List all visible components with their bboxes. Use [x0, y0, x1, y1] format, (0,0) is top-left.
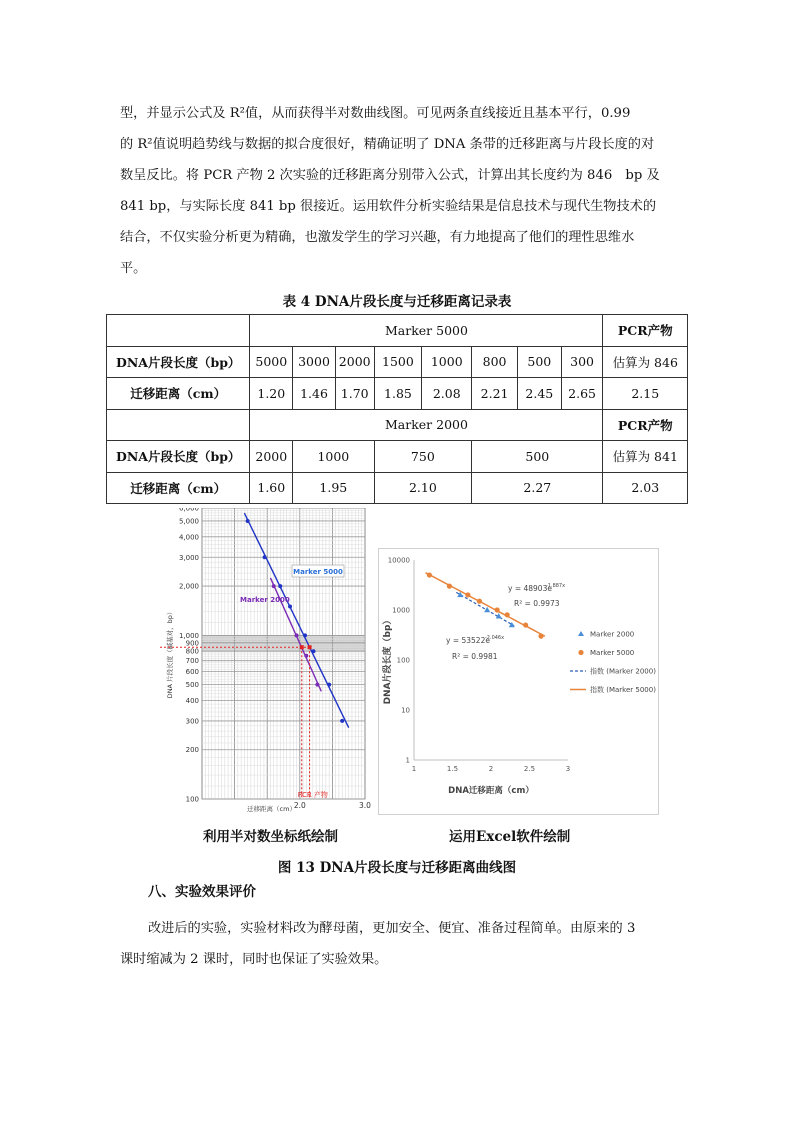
record-table [106, 314, 688, 504]
intro-paragraph [120, 98, 676, 284]
marker2000-label: Marker 2000 [240, 596, 290, 604]
marker5000-point [311, 649, 315, 653]
table-cell: 1.95 [293, 472, 374, 504]
intro-line-2: 的 R²值说明趋势线与数据的拟合度很好，精确证明了 DNA 条带的迁移距离与片段长度的对 [120, 137, 655, 152]
table-cell: 500 [472, 441, 603, 473]
legend-circle-icon [578, 650, 583, 655]
table-cell-empty [107, 409, 250, 441]
y-tick-label: 3,000 [178, 553, 199, 562]
marker5000-point [278, 584, 282, 588]
table-cell: 1000 [293, 441, 374, 473]
table-row [107, 315, 688, 347]
marker2000-header: Marker 2000 [250, 409, 603, 441]
table-cell: 2000 [335, 346, 374, 378]
marker5000-point [263, 555, 267, 559]
equation-marker5000: y = 48903e [508, 584, 552, 593]
x-axis-label: DNA迁移距离（cm） [448, 786, 534, 796]
table-caption: 表 4 DNA片段长度与迁移距离记录表 [282, 294, 512, 310]
y-tick-label: 600 [185, 668, 199, 677]
y-tick-label: 5,000 [178, 517, 199, 526]
table-cell: 800 [472, 346, 518, 378]
legend-entry: Marker 5000 [590, 649, 635, 657]
table-cell: 2000 [250, 441, 293, 473]
equation-marker2000-exponent: -2.046x [485, 635, 505, 641]
eval-paragraph [120, 913, 676, 975]
table-cell: 估算为 841 [603, 441, 688, 473]
table-cell: 2.08 [422, 378, 472, 410]
marker5000-point [288, 605, 292, 609]
y-tick-label: 1,000 [178, 631, 199, 640]
intro-line-5: 结合，不仅实验分析更为精确，也激发学生的学习兴趣，有力地提高了他们的理性思维水 [120, 230, 635, 245]
y-tick-label: 800 [185, 647, 199, 656]
x-axis-label: 迁移距离（cm） [247, 805, 296, 813]
table-cell: 1.85 [374, 378, 422, 410]
marker2000-point [315, 683, 319, 687]
excel-chart [378, 548, 659, 815]
y-axis-label: DNA片段长度（bp） [383, 615, 393, 705]
x-tick-label: 2.5 [523, 765, 536, 773]
intro-line-4: 841 bp，与实际长度 841 bp 很接近。运用软件分析实验结果是信息技术与现代生物技术的 [120, 199, 657, 214]
marker5000-point [246, 519, 250, 523]
table-row [107, 472, 688, 504]
table-row [107, 441, 688, 473]
x-tick-label: 3.0 [359, 801, 371, 810]
marker5000-point [447, 584, 452, 589]
y-tick-label: 300 [185, 717, 199, 726]
pcr-label: PCR 产物 [297, 791, 328, 799]
x-tick-label: 2 [488, 765, 494, 773]
row-distance-label: 迁移距离（cm） [107, 472, 250, 504]
table-cell: 3000 [293, 346, 336, 378]
x-tick-label: 1.5 [446, 765, 459, 773]
semilog-chart-svg [160, 508, 380, 813]
y-tick-label: 200 [185, 746, 199, 755]
table-cell: 1.46 [293, 378, 336, 410]
marker2000-point [272, 584, 276, 588]
table-cell: 2.45 [517, 378, 561, 410]
y-tick-label: 500 [185, 681, 199, 690]
x-tick-label: 3 [565, 765, 571, 773]
table-row [107, 409, 688, 441]
section-heading: 八、实验效果评价 [148, 884, 256, 900]
row-length-label: DNA片段长度（bp） [107, 346, 250, 378]
y-tick-label: 100 [185, 795, 199, 804]
eval-line-1: 改进后的实验，实验材料改为酵母菌，更加安全、便宜、准备过程简单。由原来的 3 [148, 921, 636, 936]
r2-marker5000: R² = 0.9973 [514, 599, 560, 608]
table-cell: 2.65 [561, 378, 603, 410]
marker5000-point [538, 634, 543, 639]
marker5000-point [303, 633, 307, 637]
row-length-label: DNA片段长度（bp） [107, 441, 250, 473]
legend-entry: 指数 (Marker 2000) [590, 667, 656, 676]
table-row [107, 378, 688, 410]
table-row [107, 346, 688, 378]
figure-caption: 图 13 DNA片段长度与迁移距离曲线图 [277, 860, 517, 876]
row-distance-label: 迁移距离（cm） [107, 378, 250, 410]
marker5000-point [327, 683, 331, 687]
sub-caption-right: 运用Excel软件绘制 [449, 829, 571, 845]
r2-marker2000: R² = 0.9981 [452, 652, 498, 661]
table-cell: 300 [561, 346, 603, 378]
table-cell: 1.70 [335, 378, 374, 410]
table-cell: 750 [374, 441, 472, 473]
table-cell: 2.10 [374, 472, 472, 504]
x-tick-label: 2.0 [293, 801, 306, 810]
marker5000-point [505, 612, 510, 617]
y-tick-label: 10 [401, 706, 410, 715]
y-tick-label: 1 [405, 756, 410, 765]
table-cell: 2.15 [603, 378, 688, 410]
legend-entry: Marker 2000 [590, 630, 635, 639]
equation-marker2000: y = 53522e [446, 636, 490, 645]
y-tick-label: 10000 [387, 556, 410, 565]
table-cell: 1500 [374, 346, 422, 378]
table-cell: 1.60 [250, 472, 293, 504]
table-cell: 2.03 [603, 472, 688, 504]
pcr-header-1: PCR产物 [603, 315, 688, 347]
marker5000-label: Marker 5000 [293, 568, 343, 576]
y-tick-label: 4,000 [178, 533, 199, 542]
y-tick-label: 400 [185, 696, 199, 705]
marker5000-point [427, 572, 432, 577]
intro-line-3: 数呈反比。将 PCR 产物 2 次实验的迁移距离分别带入公式，计算出其长度约为 846 bp 及 [120, 168, 660, 183]
y-axis-label: DNA 片段长度（碱基对，bp） [166, 608, 174, 699]
y-tick-label: 6,000 [178, 508, 199, 513]
table-cell: 1000 [422, 346, 472, 378]
marker2000-point [304, 654, 308, 658]
x-tick-label: 1 [411, 765, 417, 773]
y-tick-label: 700 [185, 657, 199, 666]
table-cell: 5000 [250, 346, 293, 378]
pcr-header-2: PCR产物 [603, 409, 688, 441]
y-tick-label: 900 [185, 639, 199, 648]
table-cell: 1.20 [250, 378, 293, 410]
marker5000-point [523, 622, 528, 627]
y-tick-label: 2,000 [178, 582, 199, 591]
table-cell: 估算为 846 [603, 346, 688, 378]
marker5000-point [495, 607, 500, 612]
table-cell-empty [107, 315, 250, 347]
intro-line-6: 平。 [120, 261, 147, 276]
intro-line-1: 型，并显示公式及 R²值，从而获得半对数曲线图。可见两条直线接近且基本平行，0.99 [120, 106, 631, 121]
sub-caption-left: 利用半对数坐标纸绘制 [203, 829, 338, 845]
table-cell: 2.27 [472, 472, 603, 504]
table-cell: 2.21 [472, 378, 518, 410]
y-tick-label: 1000 [392, 606, 410, 615]
excel-chart-svg [378, 548, 659, 815]
equation-marker5000-exponent: -1.887x [546, 583, 566, 589]
marker5000-header: Marker 5000 [250, 315, 603, 347]
table-cell: 500 [517, 346, 561, 378]
legend-entry: 指数 (Marker 5000) [590, 686, 656, 694]
y-tick-label: 100 [396, 656, 410, 665]
marker2000-point [295, 633, 299, 637]
eval-line-2: 课时缩减为 2 课时，同时也保证了实验效果。 [120, 952, 388, 967]
marker5000-point [465, 592, 470, 597]
marker5000-point [340, 719, 344, 723]
marker5000-point [477, 599, 482, 604]
semilog-chart [160, 508, 380, 813]
